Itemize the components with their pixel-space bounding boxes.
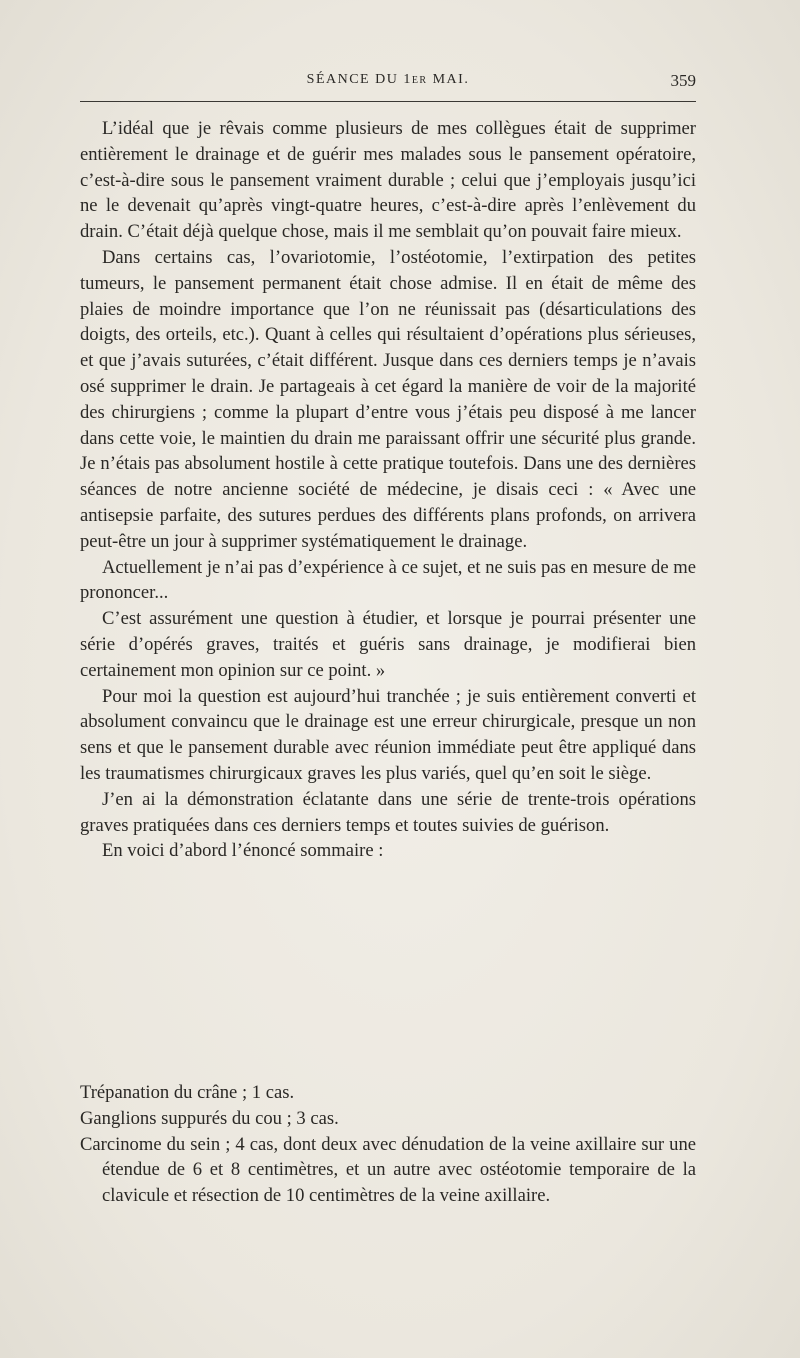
case-list xyxy=(80,1080,696,1209)
paragraph: C’est assurément une question à étudier, et lorsque je pourrai présenter une série d’opérés graves, traités et guéris sans drainage, je modifierai bien certainement mon opinion sur ce point. » xyxy=(80,608,696,681)
page-number: 359 xyxy=(670,71,696,90)
paragraph: Dans certains cas, l’ovariotomie, l’ostéotomie, l’extirpation des petites tumeurs, le pansement permanent était chose admise. Il en était de même des plaies de moindre importance que l’on ne réunissait pas (désarticulations des doigts, des orteils, etc.). Quant à celles qui résultaient d’opérations plus sérieuses, et que j’avais suturées, c’était différent. Jusque dans ces derniers temps je n’avais osé supprimer le drain. Je partageais à cet égard la manière de voir de la majorité des chirurgiens ; comme la plupart d’entre vous j’étais peu disposé à me lancer dans cette voie, le maintien du drain me paraissant offrir une sécurité plus grande. Je n’étais pas absolument hostile à cette pratique toutefois. Dans une des dernières séances de notre ancienne société de médecine, je disais ceci : « Avec une antisepsie parfaite, des sutures perdues des différents plans profonds, on arrivera peut-être un jour à supprimer systématiquement le drainage. xyxy=(80,246,696,552)
list-item: Carcinome du sein ; 4 cas, dont deux avec dénudation de la veine axillaire sur une étendue de 6 et 8 centimètres, et un autre avec ostéotomie temporaire de la clavicule et résection de 10 centimètres de la veine axillaire. xyxy=(80,1133,696,1207)
body-text xyxy=(80,116,696,864)
paragraph: En voici d’abord l’énoncé sommaire : xyxy=(102,840,384,862)
list-item: Trépanation du crâne ; 1 cas. xyxy=(80,1082,295,1103)
page-header xyxy=(80,72,696,96)
paragraph: Actuellement je n’ai pas d’expérience à ce sujet, et ne suis pas en mesure de me prononcer... xyxy=(80,556,696,604)
running-title: SÉANCE DU 1er MAI. xyxy=(306,72,470,87)
paragraph: Pour moi la question est aujourd’hui tranchée ; je suis entièrement converti et absolument convaincu que le drainage est une erreur chirurgicale, presque un non sens et que le pansement durable avec réunion immédiate peut être appliqué dans les traumatismes chirurgicaux graves les plus variés, quel qu’en soit le siège. xyxy=(80,685,696,784)
header-rule xyxy=(80,101,696,102)
list-item: Ganglions suppurés du cou ; 3 cas. xyxy=(80,1107,339,1129)
paragraph: L’idéal que je rêvais comme plusieurs de mes collègues était de supprimer entièrement le drainage et de guérir mes malades sous le pansement opératoire, c’est-à-dire sous le pansement vraiment durable ; celui que j’employais jusqu’ici ne le devenait qu’après vingt-quatre heures, c’est-à-dire après l’enlèvement du drain. C’était déjà quelque chose, mais il me semblait qu’on pouvait faire mieux. xyxy=(80,118,696,243)
paragraph: J’en ai la démonstration éclatante dans une série de trente-trois opérations graves pratiquées dans ces derniers temps et toutes suivies de guérison. xyxy=(80,788,696,836)
